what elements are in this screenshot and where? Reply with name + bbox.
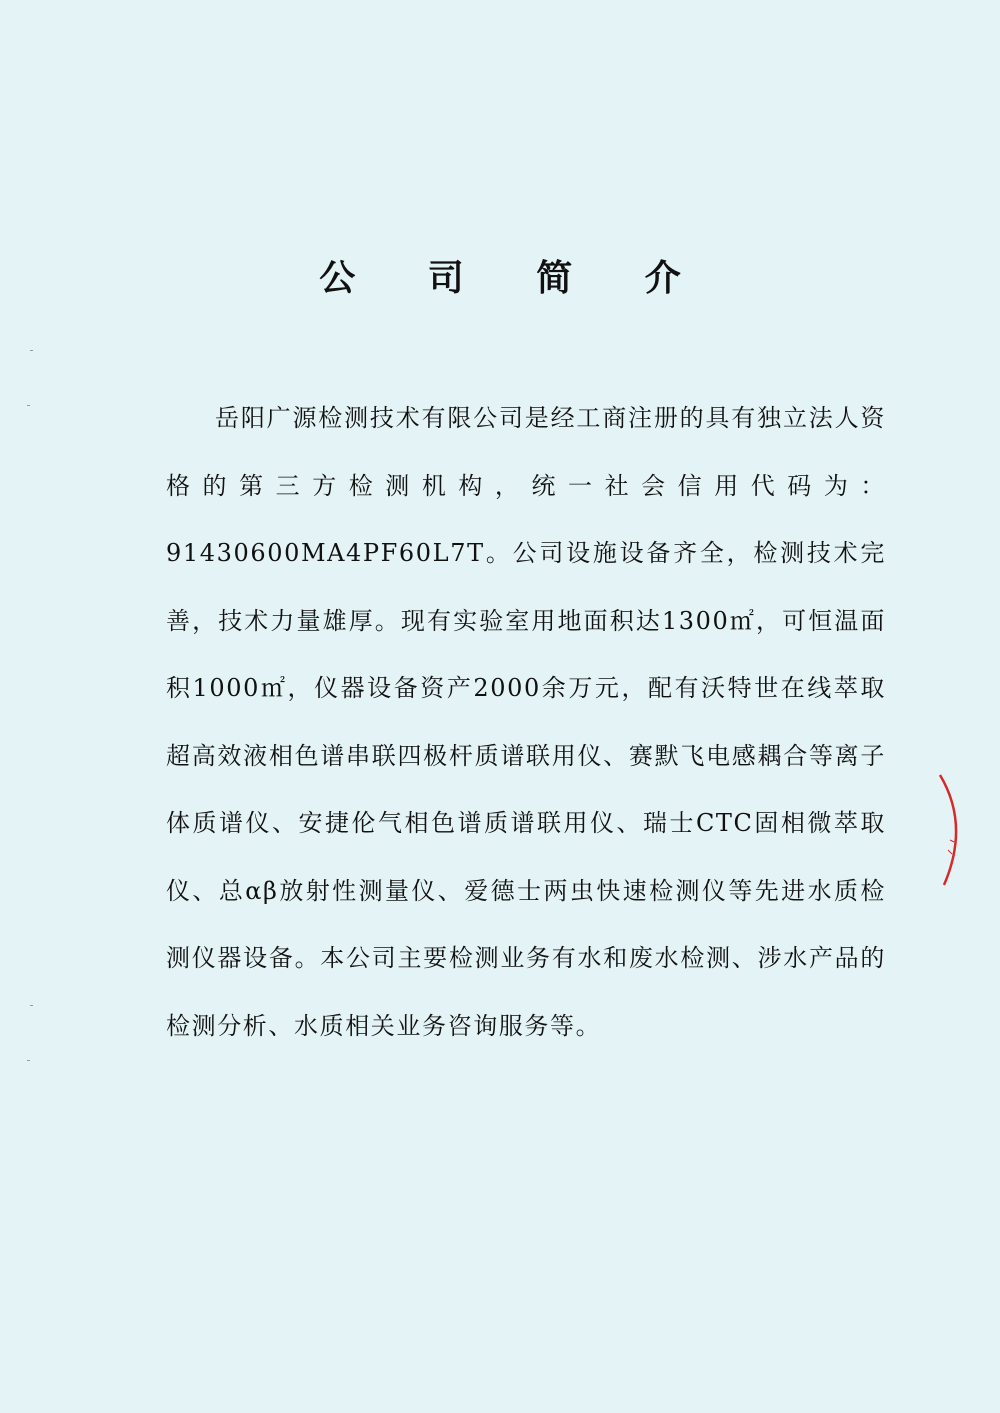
body-paragraph: 岳阳广源检测技术有限公司是经工商注册的具有独立法人资格的第三方检测机构，统一社会信用代码为：91430600MA4PF60L7T。公司设施设备齐全，检测技术完善，技术力量雄厚。现有实验室用地面积达1300㎡，可恒温面积1000㎡，仪器设备资产2000余万元，配有沃特世在线萃取超高效液相色谱串联四极杆质谱联用仪、赛默飞电感耦合等离子体质谱仪、安捷伦气相色谱质谱联用仪、瑞士CTC固相微萃取仪、总αβ放射性测量仪、爱德士两虫快速检测仪等先进水质检测仪器设备。本公司主要检测业务有水和废水检测、涉水产品的检测分析、水质相关业务咨询服务等。: [166, 404, 886, 1040]
seal-edge-mark: [930, 770, 970, 890]
page-title: 公 司 简 介: [319, 258, 711, 299]
scan-mark: [27, 405, 30, 406]
scan-mark: [27, 1060, 30, 1061]
scan-mark: [30, 1005, 33, 1006]
scan-mark: [30, 350, 33, 351]
